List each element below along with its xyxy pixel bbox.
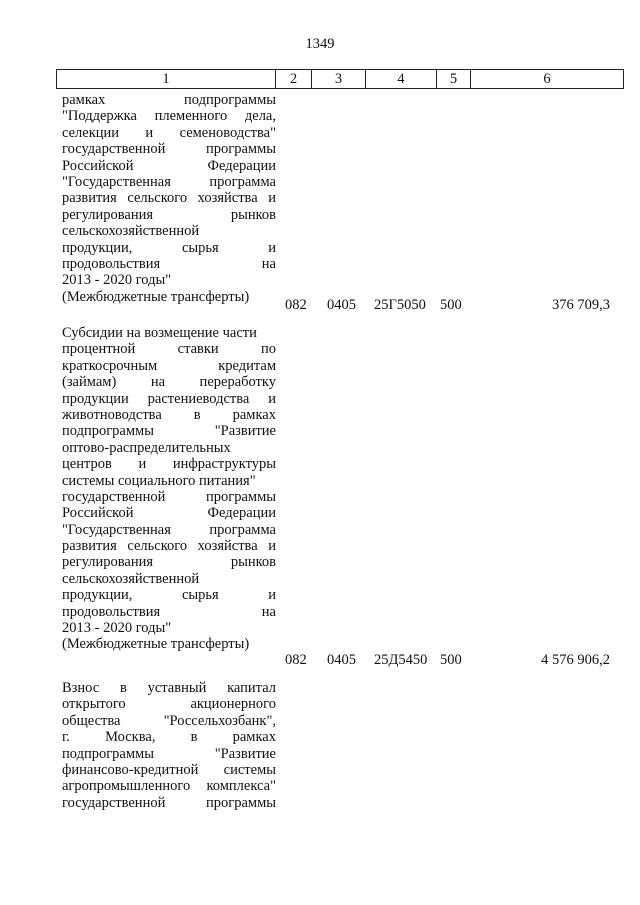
description-line: продовольствия на — [62, 255, 276, 272]
amount-value: 376 709,3 — [552, 297, 610, 313]
column-header-5: 5 — [437, 70, 471, 89]
description-line: Российской Федерации — [62, 505, 276, 522]
description-line: "Государственная программа — [62, 173, 276, 190]
entry-description — [62, 325, 276, 653]
column-header-table — [56, 69, 624, 89]
description-line: (займам) на переработку — [62, 374, 276, 391]
description-line: регулирования рынков — [62, 554, 276, 571]
section-code: 0405 — [327, 652, 356, 668]
description-line: (Межбюджетные трансферты) — [62, 636, 250, 653]
ministry-code: 082 — [285, 297, 307, 313]
target-article-code: 25Д5450 — [374, 652, 428, 668]
description-line: (Межбюджетные трансферты) — [62, 288, 250, 305]
description-line: процентной ставки по — [62, 341, 276, 358]
description-line: селекции и семеноводства" — [62, 124, 276, 141]
description-line: системы социального питания" — [62, 472, 256, 489]
description-line: "Государственная программа — [62, 521, 276, 538]
column-header-3: 3 — [312, 70, 366, 89]
column-header-2: 2 — [276, 70, 312, 89]
description-line: подпрограммы "Развитие — [62, 745, 276, 762]
description-line: Взнос в уставный капитал — [62, 680, 276, 696]
entry-description — [62, 680, 276, 811]
description-line: сельскохозяйственной — [62, 570, 200, 587]
section-code: 0405 — [327, 297, 356, 313]
description-line: государственной программы — [62, 794, 276, 811]
target-article-code: 25Г5050 — [374, 297, 426, 313]
description-line: регулирования рынков — [62, 206, 276, 223]
description-line: "Поддержка племенного дела, — [62, 108, 276, 125]
description-line: общества "Россельхозбанк", — [62, 712, 276, 729]
description-line: продукции, сырья и — [62, 239, 276, 256]
column-header-6: 6 — [471, 70, 624, 89]
description-line: продукции, сырья и — [62, 587, 276, 604]
description-line: финансово-кредитной системы — [62, 761, 276, 778]
column-header-row — [57, 70, 624, 89]
amount-value: 4 576 906,2 — [541, 652, 610, 668]
description-line: рамках подпрограммы — [62, 92, 276, 108]
description-line: агропромышленного комплекса" — [62, 778, 276, 795]
description-line: г. Москва, в рамках — [62, 729, 276, 746]
description-line: продовольствия на — [62, 603, 276, 620]
description-line: краткосрочным кредитам — [62, 357, 276, 374]
description-line: подпрограммы "Развитие — [62, 423, 276, 440]
entry-description — [62, 92, 276, 305]
column-header-1: 1 — [57, 70, 276, 89]
description-line: продукции растениеводства и — [62, 390, 276, 407]
description-line: государственной программы — [62, 488, 276, 505]
description-line: 2013 - 2020 годы" — [62, 272, 172, 289]
description-line: Субсидии на возмещение части — [62, 325, 257, 341]
description-line: развития сельского хозяйства и — [62, 190, 276, 207]
description-line: оптово-распределительных — [62, 439, 231, 456]
description-line: животноводства в рамках — [62, 406, 276, 423]
expense-type-code: 500 — [440, 652, 462, 668]
ministry-code: 082 — [285, 652, 307, 668]
column-header-4: 4 — [366, 70, 437, 89]
page-number: 1349 — [305, 36, 335, 52]
description-line: центров и инфраструктуры — [62, 456, 276, 473]
description-line: государственной программы — [62, 141, 276, 158]
expense-type-code: 500 — [440, 297, 462, 313]
description-line: 2013 - 2020 годы" — [62, 620, 172, 637]
description-line: Российской Федерации — [62, 157, 276, 174]
description-line: развития сельского хозяйства и — [62, 538, 276, 555]
description-line: открытого акционерного — [62, 696, 276, 713]
description-line: сельскохозяйственной — [62, 223, 200, 240]
